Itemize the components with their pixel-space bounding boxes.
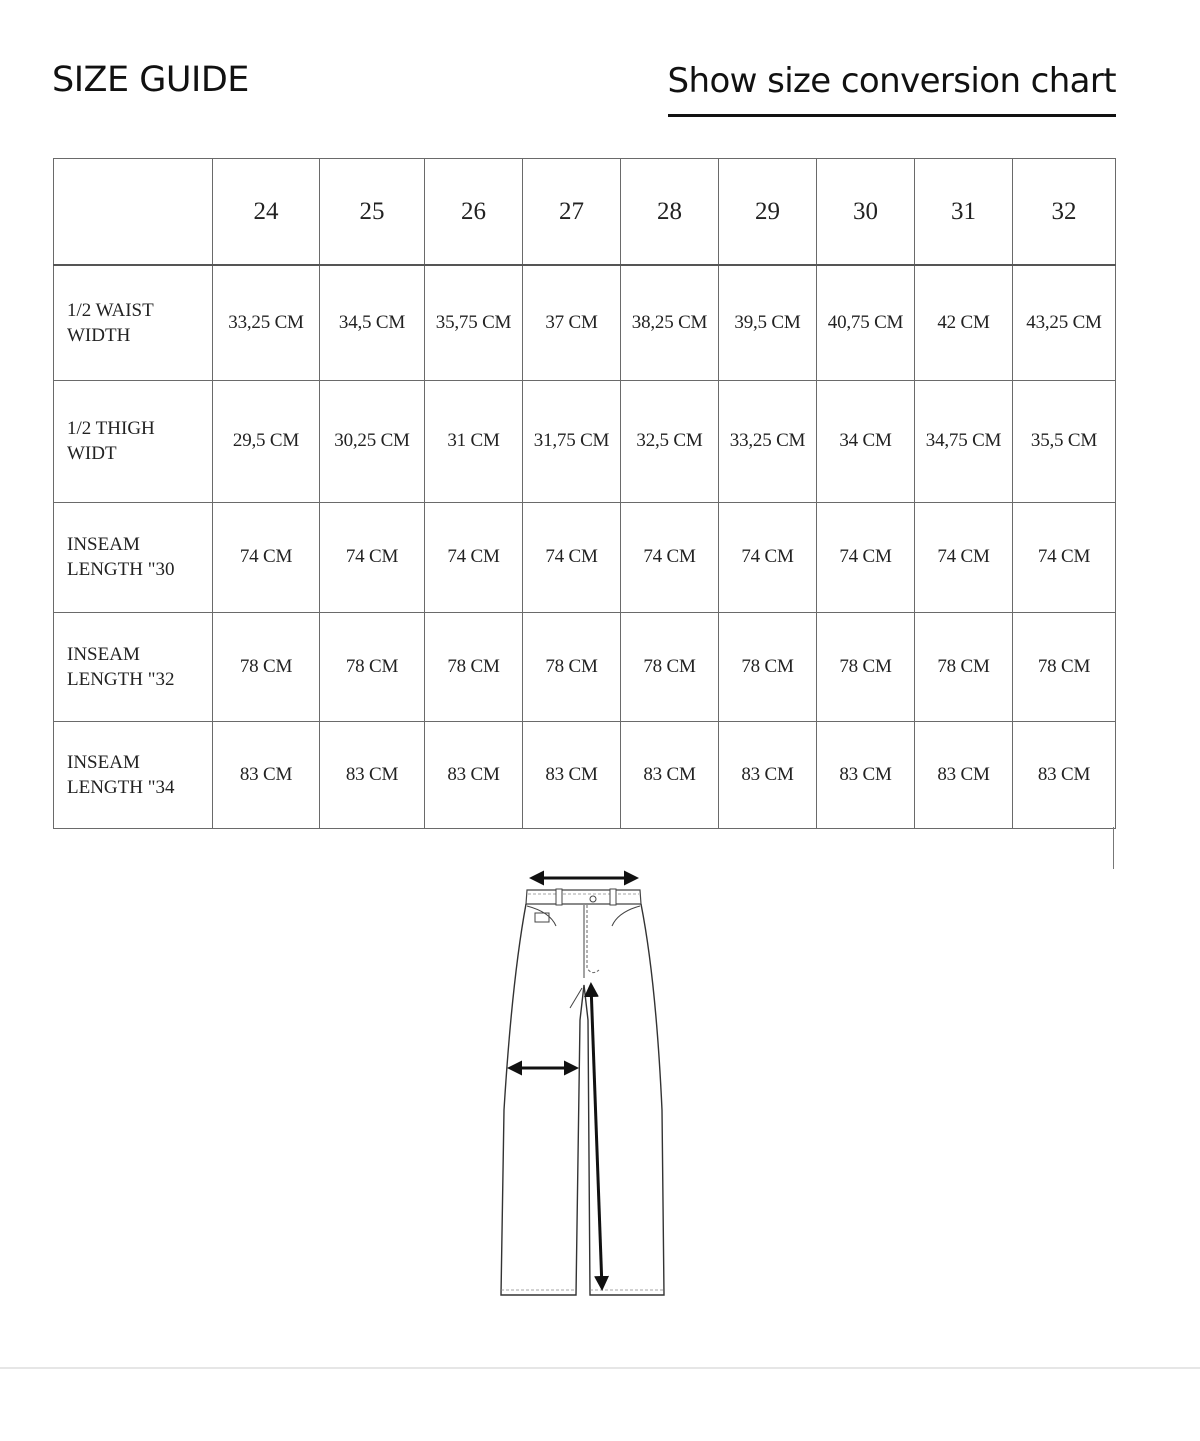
row-label-cell xyxy=(54,265,213,380)
row-label-line: LENGTH "30 xyxy=(67,559,175,580)
row-label-cell xyxy=(54,502,213,612)
measurement-cell: 40,75 CM xyxy=(817,265,915,380)
footer-divider xyxy=(0,1367,1200,1369)
size-conversion-chart-link[interactable]: Show size conversion chart xyxy=(668,58,1116,117)
measurement-cell: 29,5 CM xyxy=(213,380,320,502)
table-row-waist-width xyxy=(54,265,1116,380)
measurement-cell: 37 CM xyxy=(523,265,621,380)
measurement-cell: 74 CM xyxy=(320,502,425,612)
measurement-cell: 32,5 CM xyxy=(621,380,719,502)
size-header-cell: 26 xyxy=(425,159,523,266)
measurement-cell: 35,75 CM xyxy=(425,265,523,380)
measurement-cell: 43,25 CM xyxy=(1013,265,1116,380)
table-row-inseam-30 xyxy=(54,502,1116,612)
measurement-cell: 33,25 CM xyxy=(719,380,817,502)
measurement-cell: 83 CM xyxy=(425,721,523,828)
size-header-cell: 31 xyxy=(915,159,1013,266)
size-header-cell: 29 xyxy=(719,159,817,266)
measurement-cell: 74 CM xyxy=(425,502,523,612)
measurement-cell: 34,75 CM xyxy=(915,380,1013,502)
table-row-thigh-width xyxy=(54,380,1116,502)
measurement-cell: 78 CM xyxy=(320,612,425,721)
size-header-cell: 30 xyxy=(817,159,915,266)
measurement-cell: 30,25 CM xyxy=(320,380,425,502)
page-title: SIZE GUIDE xyxy=(52,60,249,100)
measurement-cell: 31,75 CM xyxy=(523,380,621,502)
measurement-cell: 38,25 CM xyxy=(621,265,719,380)
measurement-cell: 83 CM xyxy=(1013,721,1116,828)
measurement-cell: 33,25 CM xyxy=(213,265,320,380)
row-label-line: LENGTH "34 xyxy=(67,776,175,798)
table-edge-tick xyxy=(1113,827,1114,869)
row-label-line: WIDT xyxy=(67,443,117,464)
measurement-cell: 83 CM xyxy=(719,721,817,828)
measurement-cell: 39,5 CM xyxy=(719,265,817,380)
size-table xyxy=(53,158,1116,829)
row-label-line: 1/2 THIGH xyxy=(67,418,155,439)
row-label-line: INSEAM xyxy=(67,751,140,773)
row-label-line: WIDTH xyxy=(67,324,131,346)
measurement-cell: 83 CM xyxy=(320,721,425,828)
measurement-cell: 74 CM xyxy=(719,502,817,612)
measurement-cell: 83 CM xyxy=(817,721,915,828)
measurement-cell: 74 CM xyxy=(523,502,621,612)
inseam-measure-arrow xyxy=(591,985,602,1288)
table-row-inseam-34 xyxy=(54,721,1116,828)
size-header-row xyxy=(54,159,1116,266)
row-label-cell xyxy=(54,721,213,828)
measurement-cell: 35,5 CM xyxy=(1013,380,1116,502)
row-label-line: INSEAM xyxy=(67,534,140,555)
measurement-cell: 83 CM xyxy=(523,721,621,828)
measurement-cell: 78 CM xyxy=(425,612,523,721)
measurement-cell: 83 CM xyxy=(213,721,320,828)
measurement-cell: 78 CM xyxy=(817,612,915,721)
measurement-cell: 78 CM xyxy=(719,612,817,721)
jeans-measurement-diagram-icon xyxy=(490,860,690,1310)
measurement-cell: 31 CM xyxy=(425,380,523,502)
measurement-cell: 83 CM xyxy=(915,721,1013,828)
measurement-cell: 34 CM xyxy=(817,380,915,502)
table-row-inseam-32 xyxy=(54,612,1116,721)
measurement-cell: 78 CM xyxy=(1013,612,1116,721)
measurement-cell: 78 CM xyxy=(523,612,621,721)
measurement-cell: 78 CM xyxy=(915,612,1013,721)
size-header-cell: 24 xyxy=(213,159,320,266)
row-label-line: LENGTH "32 xyxy=(67,668,175,690)
measurement-cell: 78 CM xyxy=(621,612,719,721)
header-corner-cell xyxy=(54,159,213,266)
measurement-cell: 78 CM xyxy=(213,612,320,721)
size-header-cell: 27 xyxy=(523,159,621,266)
size-table-container xyxy=(53,158,1115,829)
measurement-cell: 42 CM xyxy=(915,265,1013,380)
row-label-line: INSEAM xyxy=(67,643,140,665)
size-header-cell: 32 xyxy=(1013,159,1116,266)
size-header-cell: 25 xyxy=(320,159,425,266)
measurement-cell: 74 CM xyxy=(1013,502,1116,612)
measurement-cell: 74 CM xyxy=(915,502,1013,612)
measurement-cell: 74 CM xyxy=(621,502,719,612)
measurement-cell: 83 CM xyxy=(621,721,719,828)
measurement-cell: 74 CM xyxy=(817,502,915,612)
measurement-cell: 34,5 CM xyxy=(320,265,425,380)
measurement-cell: 74 CM xyxy=(213,502,320,612)
row-label-cell xyxy=(54,380,213,502)
row-label-cell xyxy=(54,612,213,721)
row-label-line: 1/2 WAIST xyxy=(67,299,154,321)
size-header-cell: 28 xyxy=(621,159,719,266)
